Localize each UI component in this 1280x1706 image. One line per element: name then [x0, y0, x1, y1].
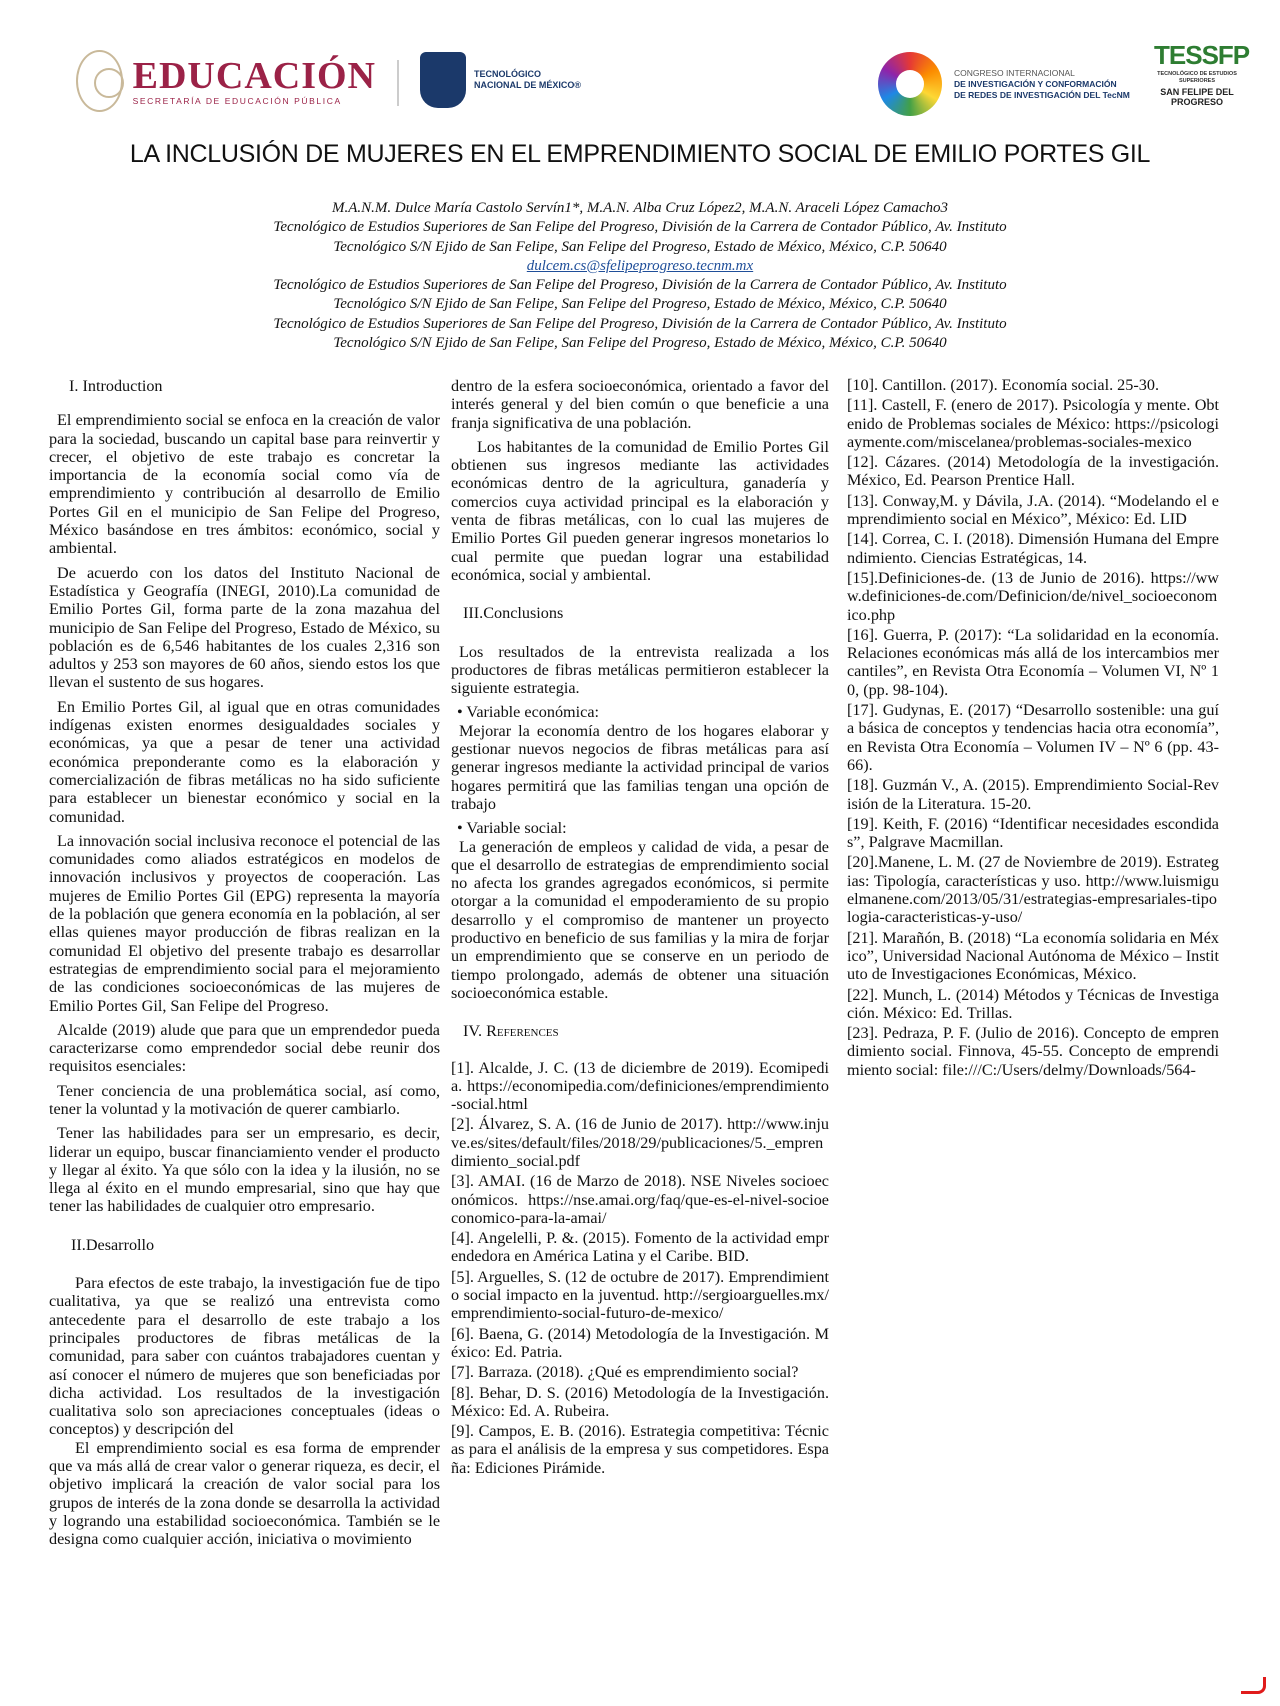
- section-heading-conclusions: III.Conclusions: [463, 604, 564, 623]
- reference-item: [11]. Castell, F. (enero de 2017). Psicología y mente. Obtenido de Problemas sociales de México: https://psicologiaymente.com/miscelanea/problemas-sociales-mexico: [847, 396, 1219, 451]
- tecnm-logo: [420, 52, 581, 108]
- affiliation-line: Tecnológico S/N Ejido de San Felipe, San Felipe del Progreso, Estado de México, México, C.P. 50640: [333, 296, 947, 313]
- paragraph: dentro de la esfera socioeconómica, orientado a favor del interés general y del bien común o que beneficie a una franja significativa de una población.: [451, 377, 829, 432]
- section-heading-desarrollo: II.Desarrollo: [71, 1235, 155, 1254]
- tecnm-line1: TECNOLÓGICO: [474, 69, 541, 79]
- affiliation-line: Tecnológico de Estudios Superiores de San Felipe del Progreso, División de la Carrera de Contador Público, Av. Instituto: [273, 219, 1007, 236]
- affiliation-line: Tecnológico de Estudios Superiores de San Felipe del Progreso, División de la Carrera de Contador Público, Av. Instituto: [273, 277, 1007, 294]
- reference-item: [17]. Gudynas, E. (2017) “Desarrollo sostenible: una guía básica de conceptos y tendencias hacia otra economía”, en Revista Otra Economía – Volumen IV – Nº 6 (pp. 43-66).: [847, 701, 1219, 774]
- affiliation-line: Tecnológico de Estudios Superiores de San Felipe del Progreso, División de la Carrera de Contador Público, Av. Instituto: [273, 315, 1007, 332]
- authors: M.A.N.M. Dulce María Castolo Servín1*, M.A.N. Alba Cruz López2, M.A.N. Araceli López Camacho3: [331, 200, 949, 216]
- reference-item: [21]. Marañón, B. (2018) “La economía solidaria en México”, Universidad Nacional Autónoma de México – Instituto de Investigaciones Económicas, México.: [847, 928, 1219, 984]
- reference-item: [3]. AMAI. (16 de Marzo de 2018). NSE Niveles socioeconómicos. https://nse.amai.org/faq/que-es-el-nivel-socioeconomico-para-la-amai/: [451, 1172, 829, 1227]
- mexico-seal-icon: [76, 50, 123, 112]
- logo-divider: [397, 60, 399, 106]
- reference-item: [16]. Guerra, P. (2017): “La solidaridad en la economía. Relaciones económicas más allá de los intercambios mercantiles”, en Revista Otra Economía – Volumen VI, Nº 10, (pp. 98-104).: [847, 625, 1219, 699]
- page-corner-mark-icon: [1241, 1677, 1266, 1694]
- paragraph: La generación de empleos y calidad de vida, a pesar de que el desarrollo de estrategias de emprendimiento social no afecta los grandes agregados económicos, si permite otorgar a la comunidad el empoderamiento de su propio desarrollo y el compromiso de mantener un proyecto productivo en beneficio de sus familias y la mira de forjar un emprendimiento que se conserve en un periodo de tiempo prolongado, además de obtener una situación socioeconómica estable.: [451, 837, 829, 1002]
- congreso-swirl-icon: [878, 52, 942, 116]
- reference-item: [9]. Campos, E. B. (2016). Estrategia competitiva: Técnicas para el análisis de la empresa y sus competidores. España: Ediciones Pirámide.: [451, 1422, 829, 1477]
- tessfp-sub: TECNOLÓGICO DE ESTUDIOS SUPERIORES: [1157, 71, 1237, 84]
- paragraph: Mejorar la economía dentro de los hogares elaborar y gestionar nuevos negocios de fibras metálicas para así generar ingresos mediante la actividad principal de varios hogares permitirá que las familias tengan una opción de trabajo: [451, 721, 829, 813]
- paragraph: El emprendimiento social se enfoca en la creación de valor para la sociedad, buscando un capital base para reinvertir y crecer, el objetivo de este trabajo es concretar la importancia de la economía social como vía de emprendimiento y contribución al desarrollo de Emilio Portes Gil en el municipio de San Felipe del Progreso, México basándose en tres ámbitos: económico, social y ambiental.: [49, 411, 440, 558]
- affiliation-line: Tecnológico S/N Ejido de San Felipe, San Felipe del Progreso, Estado de México, México, C.P. 50640: [333, 238, 947, 255]
- congreso-line1: CONGRESO INTERNACIONAL: [954, 67, 1075, 78]
- reference-item: [18]. Guzmán V., A. (2015). Emprendimiento Social-Revisión de la Literatura. 15-20.: [847, 776, 1219, 813]
- paragraph: Los resultados de la entrevista realizada a los productores de fibras metálicas permitieron establecer la siguiente estrategia.: [451, 642, 829, 698]
- reference-item: [22]. Munch, L. (2014) Métodos y Técnicas de Investigación. México: Ed. Trillas.: [847, 985, 1219, 1022]
- author-block: [0, 199, 1280, 353]
- reference-item: [10]. Cantillon. (2017). Economía social. 25-30.: [847, 376, 1159, 394]
- reference-item: [7]. Barraza. (2018). ¿Qué es emprendimiento social?: [451, 1363, 799, 1382]
- reference-item: [13]. Conway,M. y Dávila, J.A. (2014). “Modelando el emprendimiento social en México”, México: Ed. LID: [847, 491, 1219, 529]
- section-heading-introduction: I. Introduction: [69, 377, 163, 395]
- tecnm-line2: NACIONAL DE MÉXICO®: [474, 80, 581, 90]
- reference-item: [23]. Pedraza, P. F. (Julio de 2016). Concepto de emprendimiento social. Finnova, 45-55. Concepto de emprendimiento social: file:///C:/Users/delmy/Downloads/564-: [847, 1024, 1219, 1079]
- affiliation-line: Tecnológico S/N Ejido de San Felipe, San Felipe del Progreso, Estado de México, México, C.P. 50640: [333, 335, 947, 352]
- reference-item: [2]. Álvarez, S. A. (16 de Junio de 2017). http://www.injuve.es/sites/default/files/2018/29/publicaciones/5._emprendimiento_social.pdf: [451, 1115, 829, 1170]
- paragraph: La innovación social inclusiva reconoce el potencial de las comunidades como aliados estratégicos en modelos de innovación inclusivos y proyectos de cooperación. Las mujeres de Emilio Portes Gil (EPG) representa la mayoría de la población que genera economía en la población, al ser ellas quienes mayor producción de fibras realizan en la comunidad El objetivo del presente trabajo es desarrollar estrategias de emprendimiento social para el mejoramiento de las condiciones socioeconómicas de las mujeres de Emilio Portes Gil, San Felipe del Progreso.: [49, 831, 440, 1015]
- paragraph: El emprendimiento social es esa forma de emprender que va más allá de crear valor o generar riqueza, es decir, el objetivo implicará la creación de valor social para los grupos de interés de la zona donde se desarrolla la actividad y logrando una estabilidad socioeconómica. También se le designa como cualquier acción, iniciativa o movimiento: [49, 1438, 440, 1549]
- tessfp-logo: [1154, 40, 1250, 107]
- sep-logo-word: EDUCACIÓN: [132, 55, 376, 97]
- bullet-list: [451, 703, 829, 721]
- paper-title: LA INCLUSIÓN DE MUJERES EN EL EMPRENDIMIENTO SOCIAL DE EMILIO PORTES GIL: [129, 140, 1151, 168]
- reference-item: [12]. Cázares. (2014) Metodología de la investigación. México, Ed. Pearson Prentice Hall.: [847, 453, 1219, 490]
- congreso-logo: [878, 52, 1130, 116]
- bullet-item: • Variable social:: [457, 819, 829, 837]
- paragraph: Alcalde (2019) alude que para que un emprendedor pueda caracterizarse como emprendedor social debe reunir dos requisitos esenciales:: [49, 1020, 440, 1076]
- header-logos: [0, 0, 1280, 130]
- bullet-item: • Variable económica:: [457, 703, 829, 721]
- column-1: [49, 377, 440, 1555]
- author-email-link[interactable]: dulcem.cs@sfelipeprogreso.tecnm.mx: [526, 257, 754, 274]
- congreso-line3: DE REDES DE INVESTIGACIÓN DEL TecNM: [954, 89, 1130, 100]
- paragraph: En Emilio Portes Gil, al igual que en otras comunidades indígenas existen enormes desigualdades sociales y económicas, ya que a pesar de tener una actividad económica preponderante como es la elaboración y comercialización de fibras metálicas no ha sido suficiente para establecer un bienestar económico y social en la comunidad.: [49, 697, 440, 826]
- bullet-list: [451, 819, 829, 837]
- reference-item: [15].Definiciones-de. (13 de Junio de 2016). https://www.definiciones-de.com/Definicion/de/nivel_socioeconomico.php: [847, 568, 1219, 624]
- tecnm-emblem-icon: [420, 52, 466, 108]
- reference-item: [1]. Alcalde, J. C. (13 de diciembre de 2019). Ecomipedia. https://economipedia.com/definiciones/emprendimiento-social.html: [451, 1058, 829, 1114]
- tessfp-sub2: SAN FELIPE DEL PROGRESO: [1160, 87, 1234, 107]
- reference-item: [5]. Arguelles, S. (12 de octubre de 2017). Emprendimiento social impacto en la juventud. http://sergioarguelles.mx/emprendimiento-social-futuro-de-mexico/: [451, 1267, 829, 1323]
- reference-item: [6]. Baena, G. (2014) Metodología de la Investigación. México: Ed. Patria.: [451, 1324, 829, 1361]
- column-2: [451, 377, 829, 1479]
- tessfp-word: TESSFP: [1154, 40, 1250, 70]
- paragraph: Los habitantes de la comunidad de Emilio Portes Gil obtienen sus ingresos mediante las actividades económicas dentro de la agricultura, ganadería y comercios cuya actividad principal es la elaboración y venta de fibras metálicas, con lo cual las mujeres de Emilio Portes Gil pueden generar ingresos monetarios lo cual permite que puedan lograr una estabilidad económica, social y ambiental.: [451, 437, 829, 584]
- reference-item: [20].Manene, L. M. (27 de Noviembre de 2019). Estrategias: Tipología, características y uso. http://www.luismiguelmanene.com/2013/05/31/estrategias-empresariales-tipologia-caracteristicas-y-uso/: [847, 853, 1219, 927]
- reference-item: [4]. Angelelli, P. &. (2015). Fomento de la actividad emprendedora en América Latina y el Caribe. BID.: [451, 1229, 829, 1266]
- congreso-line2: DE INVESTIGACIÓN Y CONFORMACIÓN: [954, 78, 1117, 89]
- section-heading-references: IV. References: [463, 1022, 559, 1041]
- reference-item: [8]. Behar, D. S. (2016) Metodología de la Investigación. México: Ed. A. Rubeira.: [451, 1383, 829, 1420]
- sep-logo: [76, 48, 376, 114]
- reference-item: [14]. Correa, C. I. (2018). Dimensión Humana del Emprendimiento. Ciencias Estratégicas, 14.: [847, 530, 1219, 567]
- paragraph: Tener las habilidades para ser un empresario, es decir, liderar un equipo, buscar financiamiento vender el producto y llegar al éxito. Ya que sólo con la idea y la ilusión, no se llega al éxito en el mundo empresarial, sino que hay que tener las habilidades de cualquier otro empresario.: [49, 1124, 440, 1216]
- paragraph: De acuerdo con los datos del Instituto Nacional de Estadística y Geografía (INEGI, 2010).La comunidad de Emilio Portes Gil, forma parte de la zona mazahua del municipio de San Felipe del Progreso, Estado de México, su población es de 6,546 habitantes de los cuales 2,316 son adultos y 253 son mayores de 60 años, siendo estos los que llevan el sustento de sus hogares.: [49, 563, 440, 692]
- column-3: [847, 376, 1219, 1081]
- sep-logo-sub: SECRETARÍA DE EDUCACIÓN PÚBLICA: [132, 96, 342, 106]
- paragraph: Para efectos de este trabajo, la investigación fue de tipo cualitativa, ya que se realizó una entrevista como antecedente para el desarrollo de este trabajo a los principales productores de fibras metálicas de la comunidad, para saber con cuántos trabajadores cuentan y así conocer el número de mujeres que son beneficiadas por dicha actividad. Los resultados de la investigación cualitativa solo son apreciaciones conceptuales (ideas o conceptos) y descripción del: [49, 1274, 440, 1439]
- paragraph: Tener conciencia de una problemática social, así como, tener la voluntad y la motivación de querer cambiarlo.: [49, 1081, 440, 1118]
- reference-item: [19]. Keith, F. (2016) “Identificar necesidades escondidas”, Palgrave Macmillan.: [847, 814, 1219, 852]
